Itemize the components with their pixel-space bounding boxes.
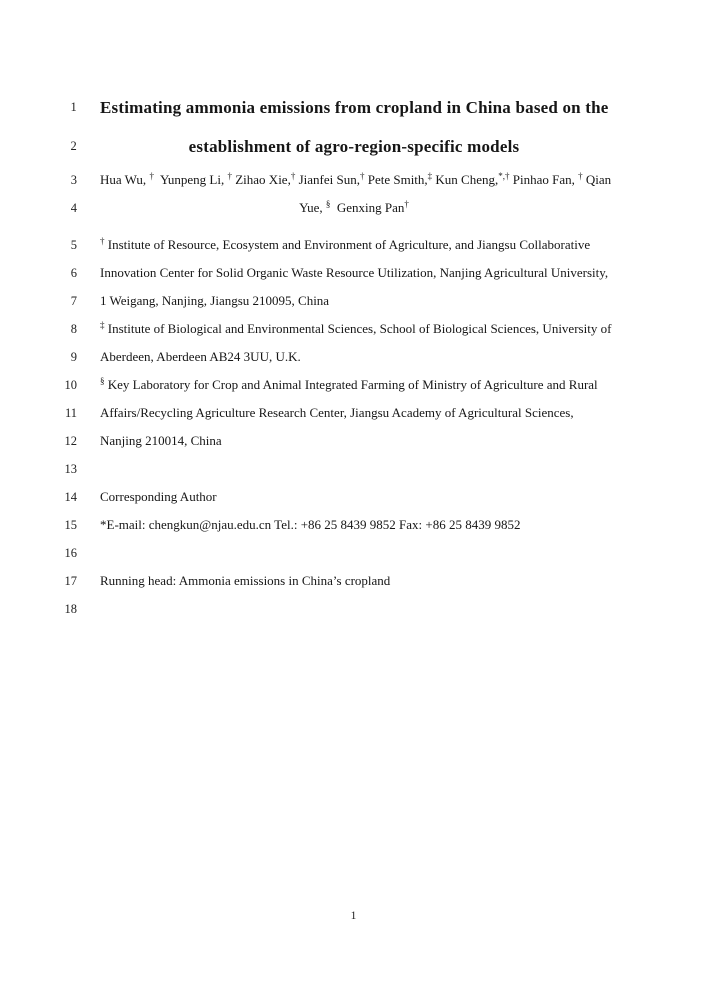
line-text [100, 539, 608, 567]
superscript-marker: ‡ [100, 320, 105, 330]
line-number: 13 [64, 462, 77, 476]
text-segment: Institute of Biological and Environmental Sciences, School of Biological Sciences, University of [104, 321, 612, 336]
page-number: 1 [350, 910, 357, 922]
manuscript-line [0, 88, 707, 127]
manuscript-line [0, 343, 707, 371]
superscript-marker: † [227, 171, 232, 181]
line-number: 17 [64, 574, 77, 588]
line-text [100, 166, 611, 194]
manuscript-line [0, 166, 707, 194]
manuscript-line [0, 371, 707, 399]
line-text [100, 315, 611, 343]
manuscript-line [0, 595, 707, 623]
text-segment: Estimating ammonia emissions from cropland in China based on the [100, 98, 609, 117]
text-segment: Zihao Xie, [231, 172, 291, 187]
line-text [100, 194, 608, 222]
superscript-marker: § [100, 376, 105, 386]
line-number: 8 [70, 322, 77, 336]
line-text [100, 511, 608, 539]
manuscript-line [0, 127, 707, 166]
text-segment: Pete Smith, [364, 172, 428, 187]
superscript-marker: § [325, 199, 331, 209]
line-text [100, 259, 608, 287]
text-segment: Key Laboratory for Crop and Animal Integrated Farming of Ministry of Agriculture and Rural [104, 377, 598, 392]
manuscript-line [0, 194, 707, 222]
manuscript-line [0, 259, 707, 287]
superscript-marker: *,† [498, 171, 510, 181]
text-segment: Affairs/Recycling Agriculture Research Center, Jiangsu Academy of Agricultural Sciences, [100, 405, 574, 420]
text-segment: Corresponding Author [100, 489, 217, 504]
line-number: 9 [70, 350, 77, 364]
line-number: 1 [70, 100, 77, 114]
text-segment: 1 Weigang, Nanjing, Jiangsu 210095, China [100, 293, 330, 308]
line-number: 16 [64, 546, 77, 560]
line-number: 15 [64, 518, 77, 532]
text-segment: *E-mail: chengkun@njau.edu.cn Tel.: +86 25 8439 9852 Fax: +86 25 8439 9852 [100, 517, 521, 532]
manuscript-line [0, 511, 707, 539]
line-number: 7 [70, 294, 77, 308]
line-text [100, 231, 608, 259]
superscript-marker: † [578, 171, 583, 181]
line-number: 6 [70, 266, 77, 280]
line-number: 4 [70, 201, 77, 215]
line-number: 3 [70, 173, 77, 187]
text-segment: Nanjing 210014, China [100, 433, 222, 448]
line-text [100, 88, 609, 127]
line-number: 10 [64, 378, 77, 392]
text-segment: establishment of agro-region-specific models [188, 137, 520, 156]
line-text [100, 427, 608, 455]
text-segment: Pinhao Fan, [509, 172, 579, 187]
line-number: 18 [64, 602, 77, 616]
line-number: 14 [64, 490, 77, 504]
text-segment: Qian [582, 172, 612, 187]
manuscript-line [0, 231, 707, 259]
line-text [100, 595, 608, 623]
manuscript-line [0, 539, 707, 567]
text-segment: Jianfei Sun, [295, 172, 360, 187]
text-segment: Hua Wu, [100, 172, 150, 187]
text-segment: Yue, [299, 200, 326, 215]
manuscript-line [0, 399, 707, 427]
superscript-marker: † [100, 236, 105, 246]
line-text [100, 567, 608, 595]
superscript-marker: ‡ [427, 171, 433, 181]
line-text [100, 287, 608, 315]
text-segment: Innovation Center for Solid Organic Waste Resource Utilization, Nanjing Agricultural University, [100, 265, 609, 280]
superscript-marker: † [359, 171, 365, 181]
line-text [100, 483, 608, 511]
text-segment: Institute of Resource, Ecosystem and Environment of Agriculture, and Jiangsu Collaborative [104, 237, 591, 252]
line-text [100, 455, 608, 483]
line-text [100, 371, 608, 399]
manuscript-lines [0, 88, 707, 623]
line-text [100, 343, 608, 371]
text-segment: Running head: Ammonia emissions in China’s cropland [100, 573, 391, 588]
line-text [100, 399, 608, 427]
text-segment: Yunpeng Li, [153, 172, 228, 187]
line-number: 12 [64, 434, 77, 448]
manuscript-line [0, 287, 707, 315]
line-number: 11 [64, 406, 77, 420]
text-segment: Genxing Pan [330, 200, 405, 215]
text-segment: Kun Cheng, [432, 172, 499, 187]
superscript-marker: † [404, 199, 409, 209]
manuscript-line [0, 455, 707, 483]
line-text [100, 127, 608, 166]
manuscript-line [0, 427, 707, 455]
line-number: 2 [70, 139, 77, 153]
text-segment: Aberdeen, Aberdeen AB24 3UU, U.K. [100, 349, 301, 364]
manuscript-line [0, 567, 707, 595]
line-number: 5 [70, 238, 77, 252]
manuscript-line [0, 315, 707, 343]
superscript-marker: † [149, 171, 154, 181]
superscript-marker: † [290, 171, 296, 181]
manuscript-line [0, 483, 707, 511]
